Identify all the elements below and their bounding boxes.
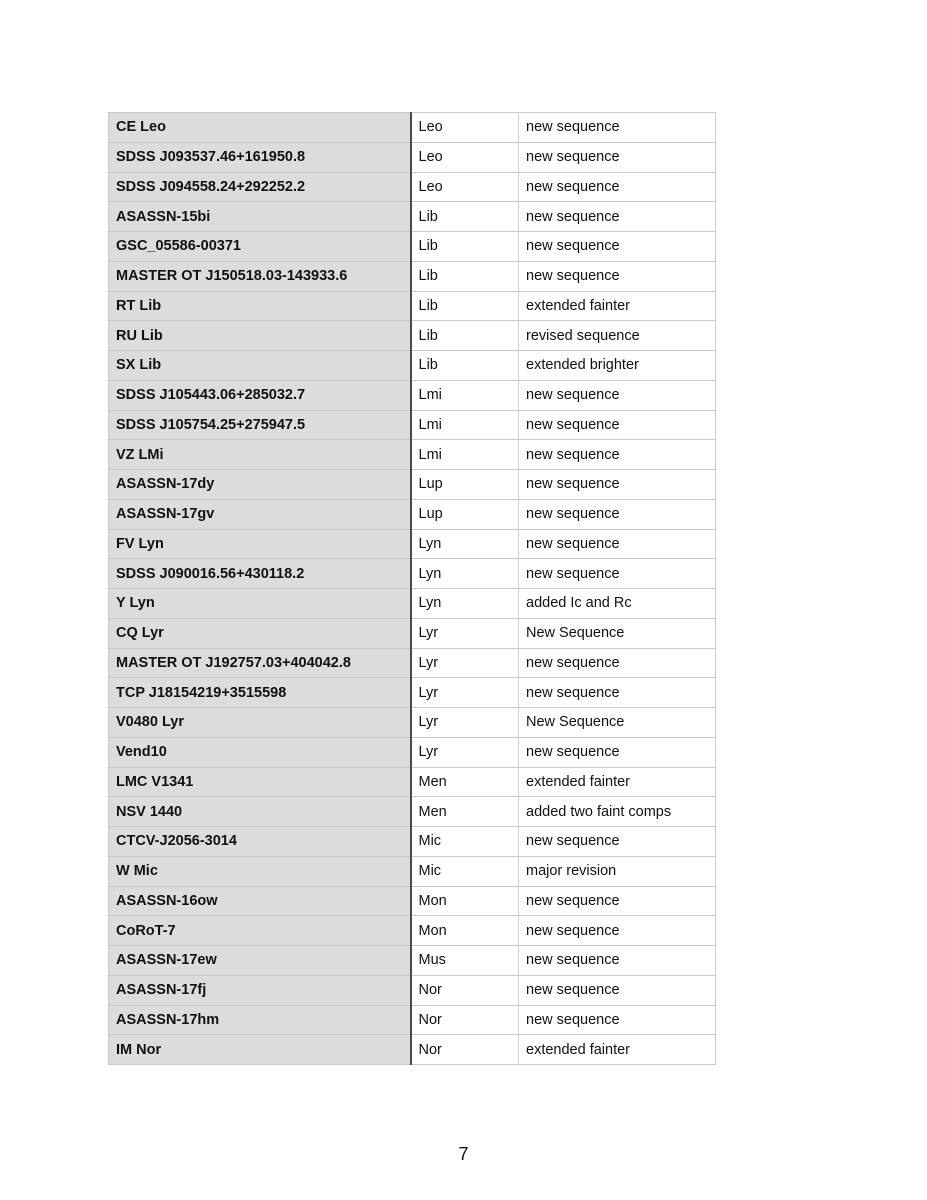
star-name-cell: SX Lib <box>109 351 411 381</box>
constellation-cell: Lup <box>411 470 519 500</box>
note-cell: extended fainter <box>519 1035 716 1065</box>
constellation-cell: Lib <box>411 321 519 351</box>
constellation-cell: Lib <box>411 202 519 232</box>
star-name-cell: Y Lyn <box>109 589 411 619</box>
note-cell: new sequence <box>519 559 716 589</box>
note-cell: new sequence <box>519 202 716 232</box>
table-row <box>109 1005 716 1035</box>
star-name-cell: MASTER OT J150518.03-143933.6 <box>109 261 411 291</box>
table-row <box>109 499 716 529</box>
star-name-cell: ASASSN-15bi <box>109 202 411 232</box>
table-row <box>109 559 716 589</box>
star-name-cell: SDSS J094558.24+292252.2 <box>109 172 411 202</box>
constellation-cell: Men <box>411 767 519 797</box>
constellation-cell: Lmi <box>411 380 519 410</box>
table-row <box>109 946 716 976</box>
note-cell: extended fainter <box>519 291 716 321</box>
constellation-cell: Mic <box>411 827 519 857</box>
note-cell: revised sequence <box>519 321 716 351</box>
constellation-cell: Lmi <box>411 410 519 440</box>
note-cell: extended brighter <box>519 351 716 381</box>
star-name-cell: TCP J18154219+3515598 <box>109 678 411 708</box>
table-row <box>109 767 716 797</box>
star-name-cell: SDSS J090016.56+430118.2 <box>109 559 411 589</box>
table-row <box>109 470 716 500</box>
constellation-cell: Nor <box>411 1035 519 1065</box>
star-name-cell: SDSS J105754.25+275947.5 <box>109 410 411 440</box>
star-name-cell: RU Lib <box>109 321 411 351</box>
table-row <box>109 618 716 648</box>
star-name-cell: CQ Lyr <box>109 618 411 648</box>
note-cell: new sequence <box>519 113 716 143</box>
note-cell: new sequence <box>519 232 716 262</box>
table-row <box>109 529 716 559</box>
star-name-cell: SDSS J105443.06+285032.7 <box>109 380 411 410</box>
table-row <box>109 886 716 916</box>
constellation-cell: Mon <box>411 886 519 916</box>
star-name-cell: LMC V1341 <box>109 767 411 797</box>
constellation-cell: Mon <box>411 916 519 946</box>
star-name-cell: ASASSN-17dy <box>109 470 411 500</box>
constellation-cell: Leo <box>411 172 519 202</box>
table-row <box>109 380 716 410</box>
star-name-cell: ASASSN-17fj <box>109 975 411 1005</box>
star-name-cell: IM Nor <box>109 1035 411 1065</box>
star-name-cell: ASASSN-17ew <box>109 946 411 976</box>
table-row <box>109 916 716 946</box>
constellation-cell: Lyn <box>411 529 519 559</box>
note-cell: new sequence <box>519 470 716 500</box>
constellation-cell: Nor <box>411 1005 519 1035</box>
star-name-cell: CoRoT-7 <box>109 916 411 946</box>
table-row <box>109 351 716 381</box>
note-cell: new sequence <box>519 380 716 410</box>
star-name-cell: MASTER OT J192757.03+404042.8 <box>109 648 411 678</box>
table-body <box>109 113 716 1065</box>
table-row <box>109 797 716 827</box>
star-name-cell: SDSS J093537.46+161950.8 <box>109 142 411 172</box>
table-row <box>109 1035 716 1065</box>
star-name-cell: GSC_05586-00371 <box>109 232 411 262</box>
constellation-cell: Lyr <box>411 708 519 738</box>
table-row <box>109 202 716 232</box>
table-row <box>109 827 716 857</box>
table-row <box>109 321 716 351</box>
star-name-cell: RT Lib <box>109 291 411 321</box>
table-row <box>109 410 716 440</box>
table-row <box>109 856 716 886</box>
table-row <box>109 708 716 738</box>
note-cell: new sequence <box>519 975 716 1005</box>
note-cell: new sequence <box>519 946 716 976</box>
note-cell: new sequence <box>519 172 716 202</box>
constellation-cell: Nor <box>411 975 519 1005</box>
note-cell: new sequence <box>519 142 716 172</box>
star-name-cell: W Mic <box>109 856 411 886</box>
note-cell: major revision <box>519 856 716 886</box>
constellation-cell: Leo <box>411 142 519 172</box>
note-cell: new sequence <box>519 827 716 857</box>
table-row <box>109 737 716 767</box>
table-row <box>109 648 716 678</box>
sequence-table <box>108 112 716 1065</box>
table-row <box>109 291 716 321</box>
constellation-cell: Lyn <box>411 559 519 589</box>
star-name-cell: NSV 1440 <box>109 797 411 827</box>
constellation-cell: Mic <box>411 856 519 886</box>
note-cell: added Ic and Rc <box>519 589 716 619</box>
note-cell: new sequence <box>519 737 716 767</box>
star-name-cell: CE Leo <box>109 113 411 143</box>
constellation-cell: Lyr <box>411 648 519 678</box>
note-cell: new sequence <box>519 410 716 440</box>
note-cell: new sequence <box>519 261 716 291</box>
note-cell: added two faint comps <box>519 797 716 827</box>
star-name-cell: V0480 Lyr <box>109 708 411 738</box>
note-cell: new sequence <box>519 648 716 678</box>
star-name-cell: CTCV-J2056-3014 <box>109 827 411 857</box>
table-row <box>109 678 716 708</box>
note-cell: new sequence <box>519 529 716 559</box>
table-row <box>109 172 716 202</box>
constellation-cell: Lyr <box>411 618 519 648</box>
constellation-cell: Lib <box>411 232 519 262</box>
table-row <box>109 440 716 470</box>
constellation-cell: Lyr <box>411 678 519 708</box>
constellation-cell: Lyn <box>411 589 519 619</box>
star-name-cell: ASASSN-17hm <box>109 1005 411 1035</box>
star-name-cell: ASASSN-16ow <box>109 886 411 916</box>
constellation-cell: Lyr <box>411 737 519 767</box>
note-cell: new sequence <box>519 440 716 470</box>
table-row <box>109 113 716 143</box>
note-cell: new sequence <box>519 886 716 916</box>
constellation-cell: Men <box>411 797 519 827</box>
note-cell: extended fainter <box>519 767 716 797</box>
table-row <box>109 975 716 1005</box>
note-cell: new sequence <box>519 1005 716 1035</box>
note-cell: new sequence <box>519 916 716 946</box>
constellation-cell: Lib <box>411 351 519 381</box>
table-row <box>109 232 716 262</box>
star-name-cell: FV Lyn <box>109 529 411 559</box>
star-name-cell: VZ LMi <box>109 440 411 470</box>
note-cell: New Sequence <box>519 708 716 738</box>
constellation-cell: Lib <box>411 261 519 291</box>
constellation-cell: Lmi <box>411 440 519 470</box>
page-number: 7 <box>458 1144 469 1164</box>
table-row <box>109 261 716 291</box>
star-name-cell: ASASSN-17gv <box>109 499 411 529</box>
star-name-cell: Vend10 <box>109 737 411 767</box>
note-cell: New Sequence <box>519 618 716 648</box>
constellation-cell: Mus <box>411 946 519 976</box>
table-row <box>109 142 716 172</box>
note-cell: new sequence <box>519 678 716 708</box>
constellation-cell: Lup <box>411 499 519 529</box>
constellation-cell: Lib <box>411 291 519 321</box>
note-cell: new sequence <box>519 499 716 529</box>
constellation-cell: Leo <box>411 113 519 143</box>
table-row <box>109 589 716 619</box>
